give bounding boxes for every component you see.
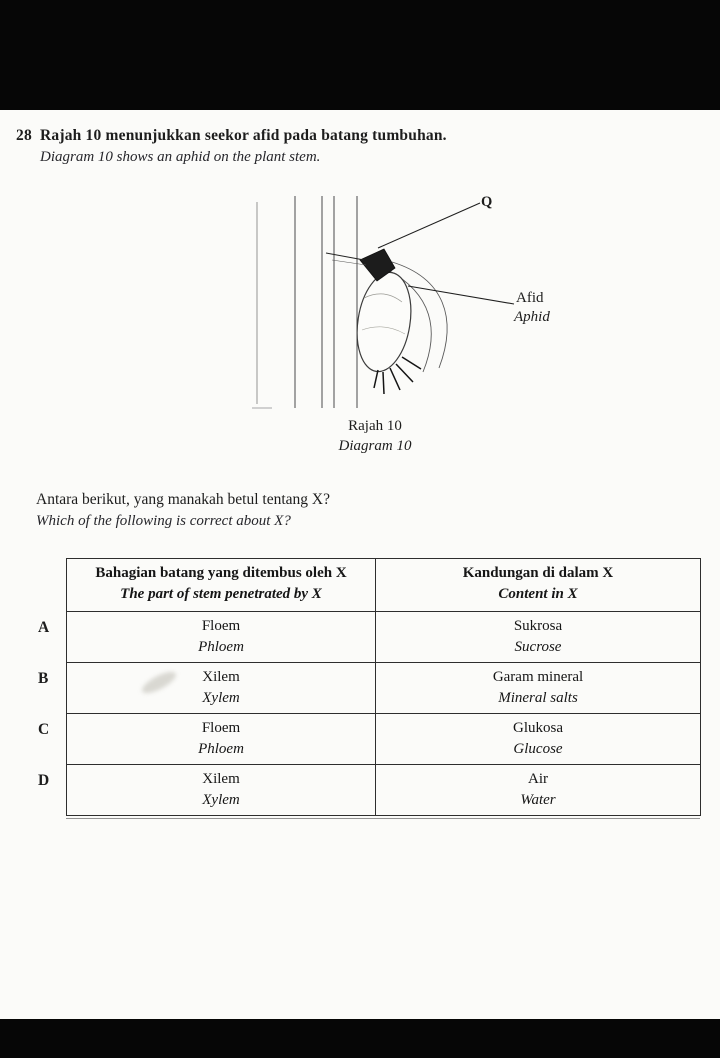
cell-c-content-malay: Glukosa: [513, 720, 563, 736]
cell-b-content: [376, 663, 701, 714]
pointer-line-q: [378, 203, 480, 248]
cell-c-part: [67, 714, 376, 765]
table-row-c: [67, 714, 701, 765]
option-letter-d: D: [38, 772, 50, 789]
prompt-english: Which of the following is correct about X?: [36, 513, 291, 529]
label-aphid-malay: Afid: [516, 290, 544, 306]
cell-d-content-malay: Air: [528, 771, 548, 787]
label-q: Q: [481, 194, 493, 210]
question-text-malay: Rajah 10 menunjukkan seekor afid pada batang tumbuhan.: [40, 127, 447, 144]
cell-a-content-english: Sucrose: [514, 639, 562, 655]
header-col2-english: Content in X: [498, 586, 578, 602]
cell-b-content-english: Mineral salts: [498, 690, 578, 706]
diagram-caption: [295, 416, 455, 456]
cell-a-content: [376, 612, 701, 663]
diagram-caption-malay: Rajah 10: [348, 418, 402, 434]
cell-b-content-malay: Garam mineral: [492, 669, 584, 685]
cell-d-part-malay: Xilem: [202, 771, 240, 787]
question-text-english: Diagram 10 shows an aphid on the plant stem.: [40, 149, 321, 165]
cell-a-part-english: Phloem: [198, 639, 244, 655]
cell-d-part: [67, 765, 376, 816]
header-col2-malay: Kandungan di dalam X: [462, 565, 614, 581]
cell-b-part: [67, 663, 376, 714]
table-header-row: [67, 559, 701, 612]
cell-d-part-english: Xylem: [202, 792, 240, 808]
cell-b-part-malay: Xilem: [202, 669, 240, 685]
label-aphid-english: Aphid: [514, 309, 550, 325]
header-col1-malay: Bahagian batang yang ditembus oleh X: [95, 565, 347, 581]
cell-b-part-english: Xylem: [202, 690, 240, 706]
diagram-caption-english: Diagram 10: [338, 438, 412, 454]
option-letter-b: B: [38, 670, 49, 687]
top-black-bar: [0, 0, 720, 110]
cell-a-content-malay: Sukrosa: [513, 618, 563, 634]
table-row-d: [67, 765, 701, 816]
cell-c-content: [376, 714, 701, 765]
header-cell-part-of-stem: [67, 559, 376, 612]
prompt-malay: Antara berikut, yang manakah betul tentang X?: [36, 491, 330, 508]
cell-c-part-english: Phloem: [198, 741, 244, 757]
option-letter-a: A: [38, 619, 50, 636]
cell-d-content: [376, 765, 701, 816]
cell-a-part: [67, 612, 376, 663]
cell-c-content-english: Glucose: [513, 741, 563, 757]
question-number: 28: [16, 127, 33, 144]
header-cell-content-in-x: [376, 559, 701, 612]
table-bottom-rule: [66, 818, 700, 819]
cell-a-part-malay: Floem: [201, 618, 241, 634]
plant-stem: [252, 196, 357, 408]
header-col1-english: The part of stem penetrated by X: [120, 586, 322, 602]
cell-c-part-malay: Floem: [201, 720, 241, 736]
option-letter-c: C: [38, 721, 50, 738]
aphid-body: [350, 269, 417, 376]
cell-d-content-english: Water: [520, 792, 556, 808]
bottom-black-bar: [0, 1019, 720, 1058]
pointer-line-aphid: [408, 286, 514, 304]
aphid-stylet: [326, 253, 366, 265]
table-row-a: [67, 612, 701, 663]
